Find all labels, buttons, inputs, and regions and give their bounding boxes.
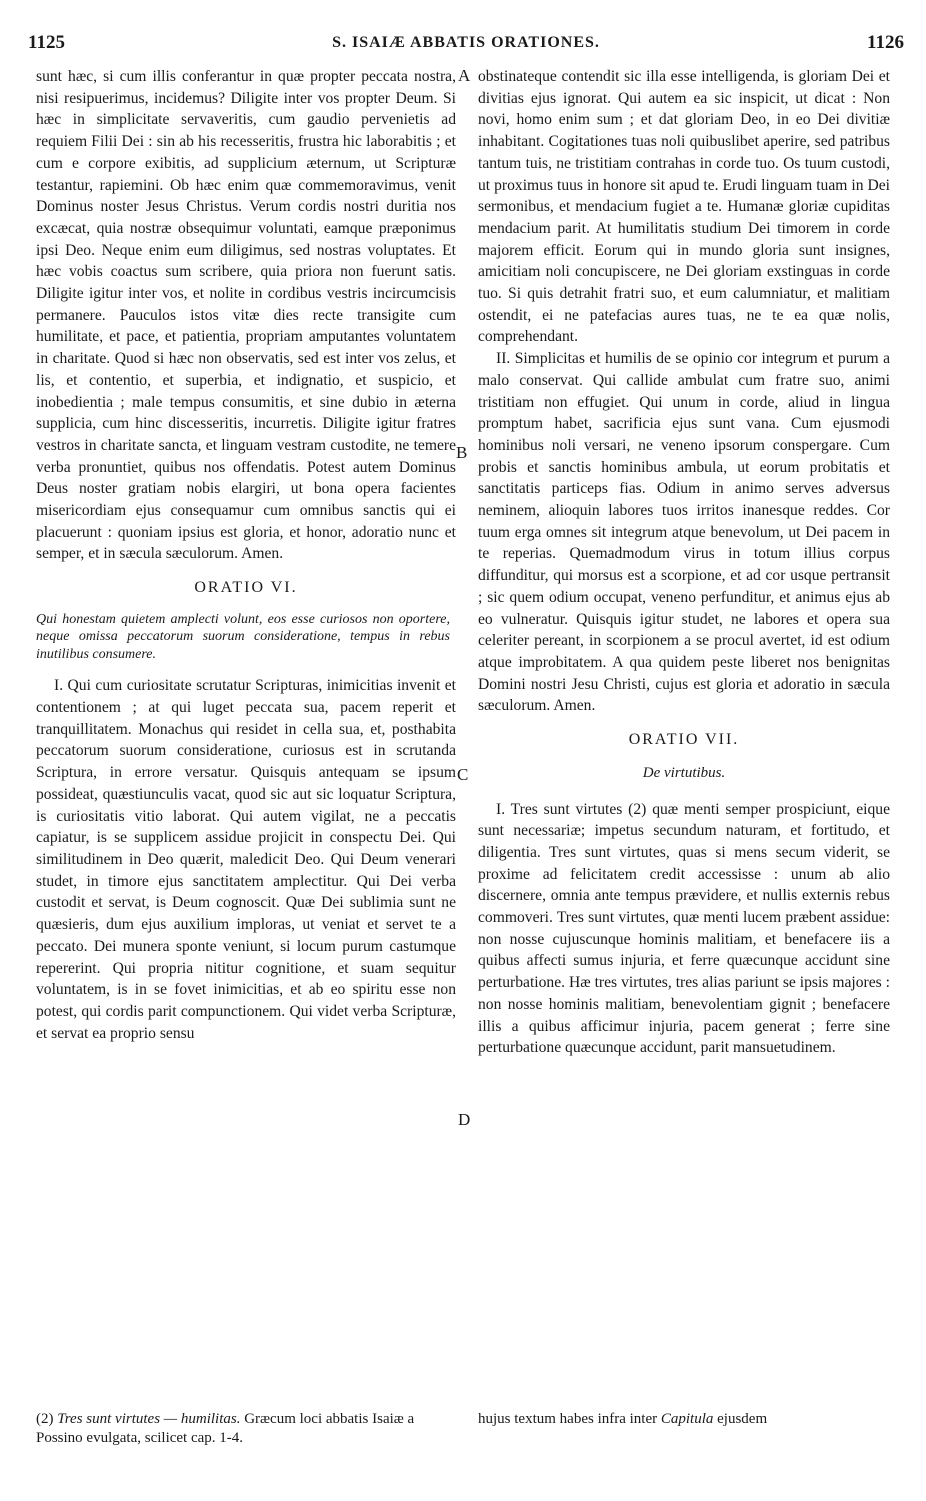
footnote-italic: Tres sunt virtutes — humilitas. xyxy=(57,1411,241,1427)
paragraph: obstinateque contendit sic illa esse intelligenda, is gloriam Dei et divitias ejus ignorat. Qui autem ea sic inspicit, ut dicat : Non novi, homo enim sum ; et dat gloriam Deo, in eo Dei divitiæ inhabitant. Cogitationes tuas noli quibuslibet aperire, sed patribus tantum tuis, ne tristitiam contrahas in corde tuo. Os tuum custodi, ut proximus tuus in honore sit apud te. Erudi linguam tuam in Dei sermonibus, et mendacium fugiet a te. Humanæ gloriæ cupiditas mendacium parit. At humilitatis studium Dei timorem in corde majorem efficit. Eorum qui in mundo gloria sunt insignes, amicitiam noli concupiscere, ne Dei gloriam exstinguas in corde tuo. Si quis detrahit fratri suo, et eum calumniatur, et malitiam ostendit, ei ne patefacias aures tuas, ne te ea quæ nolis, comprehendant. xyxy=(478,68,890,346)
page-header xyxy=(28,32,904,62)
margin-marker-d: D xyxy=(458,1110,471,1129)
footnote-italic: Capitula xyxy=(660,1411,714,1427)
footnote-text: hujus textum habes infra inter xyxy=(478,1411,658,1427)
page-number-right: 1126 xyxy=(867,32,904,53)
footnote-right xyxy=(478,1410,890,1429)
paragraph: sunt hæc, si cum illis conferantur in quæ propter peccata nostra, nisi resipuerimus, incidemus? Diligite inter vos propter Deum. Si hæc in simplicitate servaveritis, cum gaudio pervenietis ad requiem Filii Dei : sin ab his recesseritis, frustra hic laborabitis ; et cum e corpore exibitis, ad supplicium æternum, ut Scripturæ testantur, rapiemini. Ob hæc enim quæ commemoravimus, venit Dominus noster Jesus Christus. Verum cordis nostri duritia nos excæcat, quia nostræ obsequimur voluntati, eamque præponimus ipsi Deo. Neque enim eum diligimus, sed nostras voluptates. Et hæc vobis coactus sum scribere, quia priora non fuerunt satis. Diligite igitur inter vos, et nolite in cordibus vestris incircumcisis permanere. Pauculos istos vitæ dies recte transigite cum humilitate, et pace, et patientia, propriam amputantes voluntatem in charitate. Quod si hæc non observatis, sed est inter vos zelus, et lis, et contentio, et superbia, et indignatio, et suspicio, et inobedientia ; male tempus consumitis, et sine dubio in æterna supplicia, cum hinc discesseritis, incurretis. Diligite igitur fratres vestros in charitate sancta, et linguam vestram custodite, ne temere verba pronuntiet, quibus nos offendatis. Potest autem Dominus Deus noster gratiam nobis elargiri, ut bona opera facientes misericordiam ejus consequamur cum omnibus sanctis qui ei placuerunt : quoniam ipsius est gloria, et honor, adoratio nunc et semper, et in sæcula sæculorum. Amen. xyxy=(36,68,456,563)
running-title: S. ISAIÆ ABBATIS ORATIONES. xyxy=(332,34,600,51)
footnote-text-end: ejusdem xyxy=(717,1411,768,1427)
paragraph: I. Tres sunt virtutes (2) quæ menti semper prospiciunt, eique sunt necessariæ; impetus secundum naturam, et fortitudo, et diligentia. Tres sunt virtutes, quas si mens secum viderit, se proxime ad felicitatem credit accessisse : unum ab alio discernere, omnia ante tempus prævidere, et nullis externis rebus commoveri. Tres sunt virtutes, quæ menti lucem præbent assidue: non nosse cujuscunque hominis malitiam, et benefacere iis a quibus affecti sumus injuria, et ferre quæcunque accidunt sine perturbatione. Hæ tres virtutes, tres alias pariunt se ipsis majores : non nosse hominis malitiam, benevolentiam gignit ; benefacere illis a quibus afficimur injuria, pacem generat ; ferre sine perturbatione quæcunque accidunt, parit mansuetudinem. xyxy=(478,800,890,1057)
left-column xyxy=(36,66,456,1044)
section-title: ORATIO VI. xyxy=(194,579,298,597)
footnote-left xyxy=(36,1410,456,1448)
margin-marker-a: A xyxy=(458,66,471,85)
footnote-number: (2) xyxy=(36,1411,54,1427)
page-number-left: 1125 xyxy=(28,32,65,53)
footnote-text: Græcum loci abbatis Isaiæ a Possino evulgata, scilicet cap. 1-4. xyxy=(36,1411,415,1446)
paragraph: II. Simplicitas et humilis de se opinio cor integrum et purum a malo conservat. Qui callide ambulat cum fratre suo, animi tristitiam non effugiet. Qui unum in corde, aliud in lingua promptum habet, sacrificia ejus sunt vana. Cum ejusmodi hominibus noli versari, ne veneno ipsorum conspergare. Cum probis et sanctis hominibus ambula, ut eorum probitatis et sanctitatis particeps fias. Odium in animo serves adversus neminem, alioquin labores tuos irritos inanesque reddes. Cor tuum erga omnes sit integrum atque benevolum, ut Dei pacem in te reperias. Quemadmodum virus in totum illius corpus diffunditur, qui morsus est a scorpione, et ad cor usque pertransit ; sic quem odium occupat, veneno perfunditur, et animus ejus ab eo vulneratur. Quisquis igitur studet, ne labores et opera sua celeriter pereant, in scorpionem a se procul avertet, id est odium atque improbitatem. A qua quidem peste liberet nos benignitas Domini nostri Jesu Christi, cujus est gloria et adoratio in sæcula sæculorum. Amen. xyxy=(478,350,890,715)
section-subtitle: De virtutibus. xyxy=(642,764,726,781)
section-title: ORATIO VII. xyxy=(628,731,740,749)
margin-marker-b: B xyxy=(456,443,468,462)
right-column xyxy=(478,66,890,1059)
margin-marker-c: C xyxy=(457,765,469,784)
section-summary: Qui honestam quietem amplecti volunt, eos esse curiosos non oportere, neque omissa peccatorum suorum consideratione, tempus in rebus inutilibus consumere. xyxy=(36,611,450,662)
paragraph: I. Qui cum curiositate scrutatur Scripturas, inimicitias invenit et contentionem ; at qui luget peccata sua, pacem reperit et tranquillitatem. Monachus qui residet in cella sua, et, posthabita peccatorum suorum consideratione, curiosus est in scrutanda Scriptura, in errore versatur. Quisquis antequam se ipsum possideat, quæstiunculis vacat, quod sic aut sic loquatur Scriptura, is curiositatis vitio laborat. Qui autem vigilat, ne a peccatis capiatur, is se supplicem assidue projicit in conspectu Dei. Qui similitudinem in Deo quærit, maledicit Deo. Qui Deum venerari studet, in timore ejus sanctitatem amplectitur. Qui Dei verba custodit et servat, is Deum cognoscit. Quæ Dei sublimia sunt ne quæsieris, dum ejus auxilium imploras, ut veniat et servet te a peccato. Dei munera sponte veniunt, si locum purum castumque repererint. Qui propria nititur cognitione, et suam sequitur voluntatem, is in se fovet inimicitias, et ab eo spiritu esse non potest, qui cordis parit compunctionem. Qui videt verba Scripturæ, et servat ea proprio sensu xyxy=(36,677,456,1042)
